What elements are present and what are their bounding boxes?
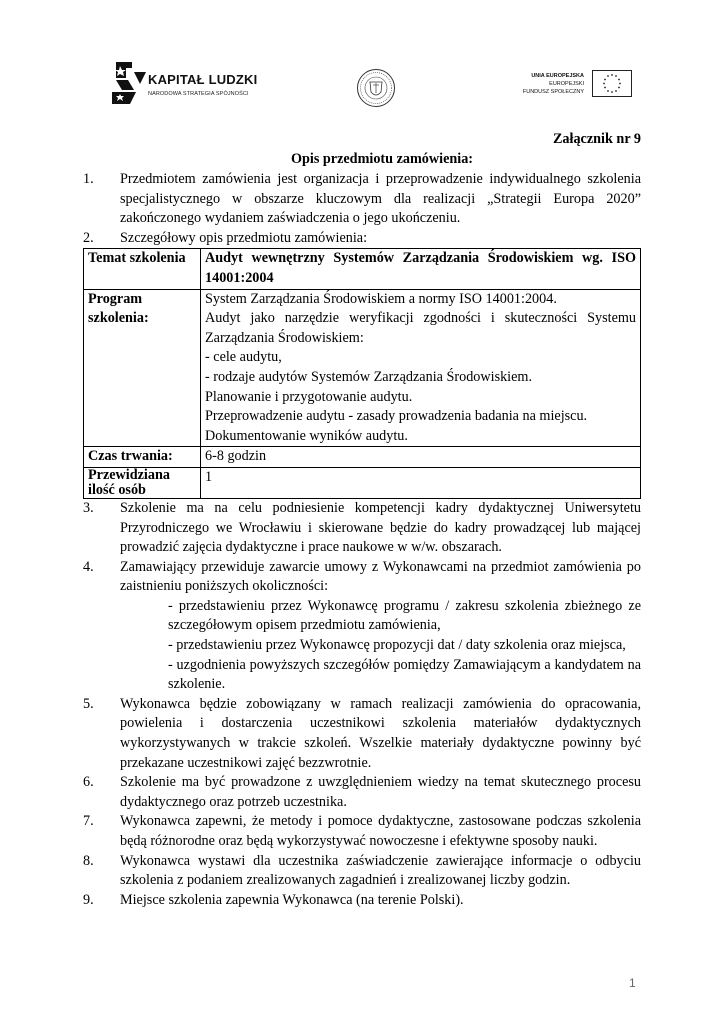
topic-label: Temat szkolenia [84, 249, 201, 289]
page-number: 1 [629, 976, 636, 990]
item-number: 2. [83, 229, 94, 246]
list-item-6 [83, 773, 641, 812]
item-number: 7. [83, 813, 94, 830]
program-line: Planowanie i przygotowanie audytu. [205, 388, 413, 405]
list-item-5 [83, 695, 641, 773]
item-number: 9. [83, 891, 94, 908]
table-row [84, 249, 641, 289]
list-item-7 [83, 812, 641, 851]
item-text: Szkolenie ma na celu podniesienie kompetencji kadry dydaktycznej Uniwersytetu Przyrodniczego we Wrocławiu i skierowane będzie do kadry prowadzącej lub mającej prowadzić zajęcia dydaktyczne i prace naukowe w w/w. obszarach. [120, 499, 641, 556]
item-text: Szkolenie ma być prowadzone z uwzględnieniem wiedzy na temat skutecznego procesu dydaktycznego oraz potrzeb uczestnika. [120, 774, 641, 810]
eu-flag-icon [592, 70, 632, 97]
persons-value: 1 [201, 467, 641, 498]
list-item-8 [83, 852, 641, 891]
program-line: - rodzaje audytów Systemów Zarządzania Środowiskiem. [205, 368, 533, 385]
item-text: Miejsce szkolenia zapewnia Wykonawca (na terenie Polski). [120, 891, 464, 908]
table-row [84, 289, 641, 447]
persons-label: Przewidziana ilość osób [84, 467, 201, 498]
program-line: Dokumentowanie wyników audytu. [205, 427, 408, 444]
list-item-9 [83, 891, 641, 911]
page-header [0, 0, 724, 120]
program-line: - cele audytu, [205, 349, 282, 366]
item-text: Zamawiający przewiduje zawarcie umowy z Wykonawcami na przedmiot zamówienia po zaistnieniu poniższych okoliczności: [120, 558, 641, 595]
training-spec-table [83, 248, 641, 499]
eu-logo [520, 68, 632, 100]
item-number: 3. [83, 499, 94, 516]
list-item-1 [83, 170, 641, 229]
duration-value: 6-8 godzin [201, 447, 641, 468]
document-body [83, 130, 641, 910]
page-title: Opis przedmiotu zamówienia: [290, 151, 474, 167]
duration-label: Czas trwania: [84, 447, 201, 468]
kl-title: KAPITAŁ LUDZKI [148, 72, 258, 87]
program-value [201, 289, 641, 447]
item-number: 1. [83, 171, 94, 187]
item-number: 4. [83, 558, 94, 575]
list-item-3 [83, 499, 641, 558]
item-text: Przedmiotem zamówienia jest organizacja i przeprowadzenie indywidualnego szkolenia specjalistycznego w obszarze kluczowym dla realizacji „Strategii Europa 2020” zakończonego wydaniem zaświadczenia o jego ukończeniu. [120, 171, 641, 227]
program-line: Audyt jako narzędzie weryfikacji zgodności i skuteczności Systemu Zarządzania Środowiskiem: [205, 310, 636, 346]
item-text: Wykonawca zapewni, że metody i pomoce dydaktyczne, zastosowane podczas szkolenia będą różnorodne oraz będą wykorzystywać nowoczesne i efektywne sposoby nauki. [120, 813, 641, 849]
sub-item: - uzgodnienia powyższych szczegółów pomiędzy Zamawiającym a kandydatem na szkolenie. [168, 656, 641, 693]
item-text: Wykonawca wystawi dla uczestnika zaświadczenie zawierające informacje o odbyciu szkolenia z podaniem zrealizowanych zagadnień i zrealizowanej liczby godzin. [120, 852, 641, 889]
university-seal-icon [356, 68, 396, 108]
item-number: 5. [83, 695, 94, 712]
kapital-ludzki-emblem-icon [112, 62, 146, 104]
list-item-2 [83, 229, 641, 249]
annex-label: Załącznik nr 9 [552, 131, 641, 147]
item-text: Wykonawca będzie zobowiązany w ramach realizacji zamówienia do opracowania, powielenia i dostarczenia uczestnikowi szkolenia materiałów dydaktycznych wykorzystywanych w trakcie szkoleń. Wszelkie materiały dydaktyczne powinny być przekazane uczestnikowi zajęć bezzwrotnie. [120, 695, 641, 771]
topic-value: Audyt wewnętrzny Systemów Zarządzania Środowiskiem wg. ISO 14001:2004 [201, 249, 641, 289]
kl-subtitle: NARODOWA STRATEGIA SPÓJNOŚCI [148, 91, 249, 97]
eu-line-1: UNIA EUROPEJSKA [531, 73, 584, 79]
program-line: Przeprowadzenie audytu - zasady prowadzenia badania na miejscu. [205, 408, 588, 425]
sub-item: - przedstawieniu przez Wykonawcę propozycji dat / daty szkolenia oraz miejsca, [168, 637, 626, 654]
table-row [84, 447, 641, 468]
program-label: Program szkolenia: [84, 289, 201, 447]
eu-line-3: FUNDUSZ SPOŁECZNY [522, 89, 584, 95]
sub-item: - przedstawieniu przez Wykonawcę programu / zakresu szkolenia zbieżnego ze szczegółowym opisem przedmiotu zamówienia, [168, 597, 641, 634]
table-row [84, 467, 641, 498]
list-item-4 [83, 558, 641, 695]
program-line: System Zarządzania Środowiskiem a normy ISO 14001:2004. [205, 290, 557, 307]
item-number: 8. [83, 852, 94, 869]
eu-line-2: EUROPEJSKI [549, 81, 584, 87]
item-text: Szczegółowy opis przedmiotu zamówienia: [120, 229, 368, 246]
kapital-ludzki-logo [112, 62, 262, 108]
item-number: 6. [83, 774, 94, 791]
